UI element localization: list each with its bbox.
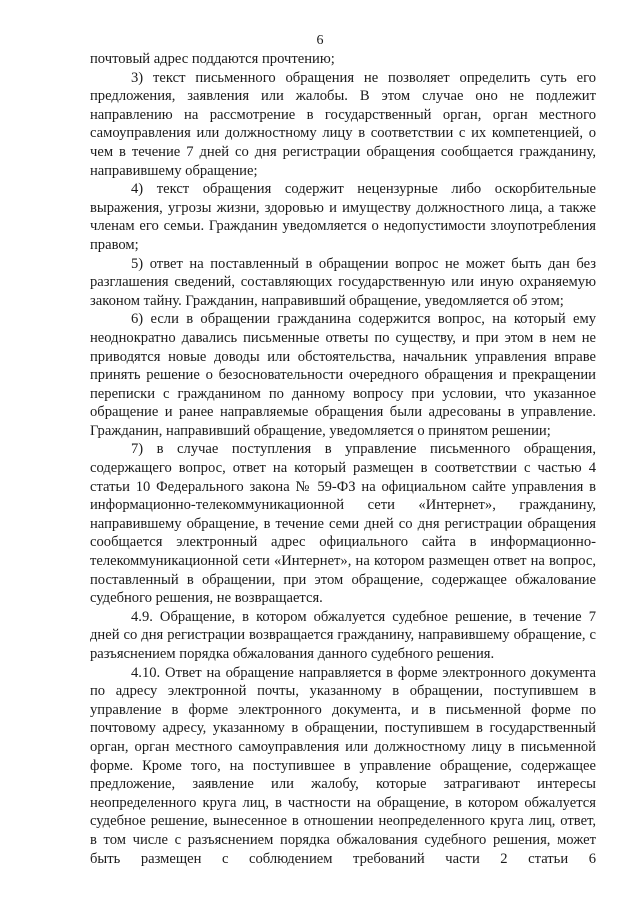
page-number: 6 [316,33,324,48]
paragraph-item-7: 7) в случае поступления в управление письменного обращения, содержащего вопрос, ответ на который размещен в соответствии с частью 4 статьи 10 Федерального закона № 59-ФЗ на официальном сайте управления в информационно-телекоммуникационной сети «Интернет», гражданину, направившему обращение, в течение семи дней со дня регистрации обращения сообщается электронный адрес официального сайта в информационно-телекоммуникационной сети «Интернет», на котором размещен ответ на вопрос, поставленный в обращении, при этом обращение, содержащее обжалование судебного решения, не возвращается. [90,441,596,607]
paragraph-4-10: 4.10. Ответ на обращение направляется в форме электронного документа по адресу электронной почты, указанному в обращении, поступившем в управление в форме электронного документа, и в письменной форме по почтовому адресу, указанному в обращении, поступившем в государственный орган, орган местного самоуправления или должностному лицу в письменной форме. Кроме того, на поступившее в управление обращение, содержащее предложение, заявление или жалобу, которые затрагивают интересы неопределенного круга лиц, в частности на обращение, в котором обжалуется судебное решение, вынесенное в отношении неопределенного круга лиц, ответ, в том числе с разъяснением порядка обжалования судебного решения, может быть размещен с соблюдением требований части 2 статьи 6 [90,664,596,867]
paragraph-item-3: 3) текст письменного обращения не позволяет определить суть его предложения, заявления или жалобы. В этом случае оно не подлежит направлению на рассмотрение в государственный орган, орган местного самоуправления или должностному лицу в соответствии с их компетенцией, о чем в течение 7 дней со дня регистрации обращения сообщается гражданину, направившему обращение; [90,69,596,179]
paragraph-4-9: 4.9. Обращение, в котором обжалуется судебное решение, в течение 7 дней со дня регистрации возвращается гражданину, направившему обращение, с разъяснением порядка обжалования данного судебного решения. [90,608,596,662]
paragraph-item-4: 4) текст обращения содержит нецензурные либо оскорбительные выражения, угрозы жизни, здоровью и имуществу должностного лица, а также членам его семьи. Гражданин уведомляется о недопустимости злоупотребления правом; [90,181,596,253]
document-body [90,50,596,868]
paragraph-item-5: 5) ответ на поставленный в обращении вопрос не может быть дан без разглашения сведений, составляющих государственную или иную охраняемую законом тайну. Гражданин, направивший обращение, уведомляется об этом; [90,255,596,309]
paragraph-item-6: 6) если в обращении гражданина содержится вопрос, на который ему неоднократно давались письменные ответы по существу, и при этом в нем не приводятся новые доводы или обстоятельства, начальник управления вправе принять решение о безосновательности очередного обращения и прекращении переписки с гражданином по данному вопросу при условии, что указанное обращение и ранее направляемые обращения были адресованы в управление. Гражданин, направивший обращение, уведомляется о принятом решении; [90,311,596,439]
paragraph-continuation: почтовый адрес поддаются прочтению; [90,51,335,67]
